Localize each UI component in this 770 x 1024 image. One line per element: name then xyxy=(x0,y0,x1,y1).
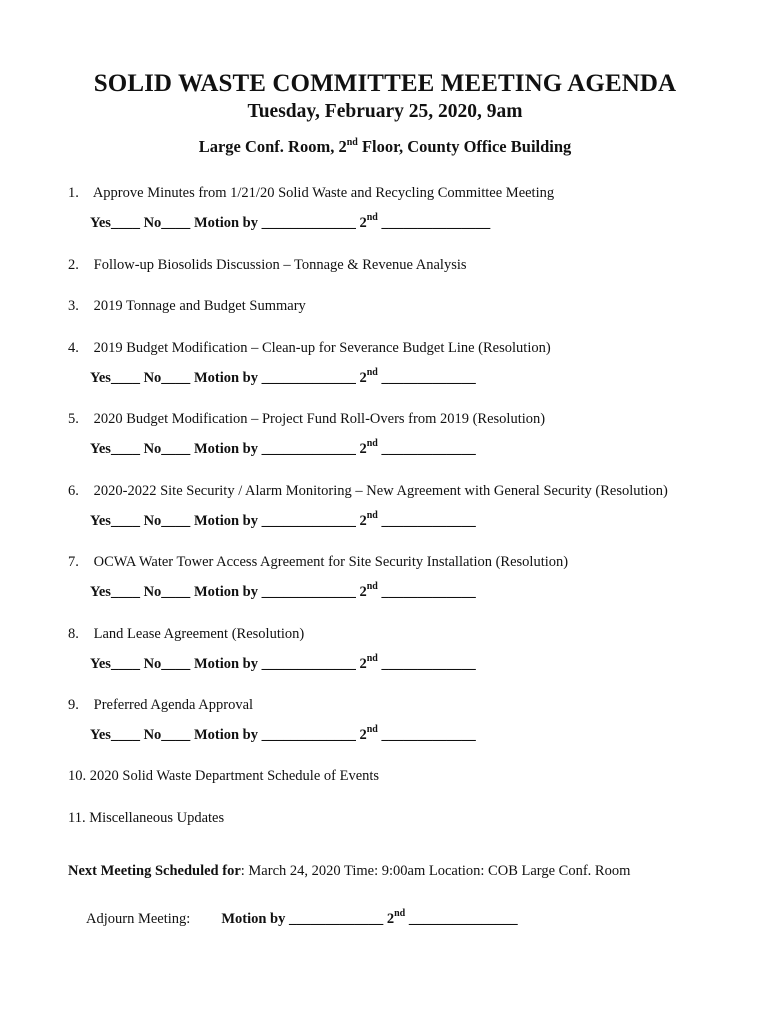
agenda-item-2: 2. Follow-up Biosolids Discussion – Tonnage & Revenue Analysis xyxy=(68,257,467,273)
agenda-item-10: 10. 2020 Solid Waste Department Schedule of Events xyxy=(68,768,380,784)
meeting-location: Large Conf. Room, 2nd Floor, County Office Building xyxy=(198,136,572,156)
vote-line-4: Yes____ No____ Motion by _____________ 2nd _____________ xyxy=(90,367,476,386)
vote-line-7: Yes____ No____ Motion by _____________ 2nd _____________ xyxy=(90,581,476,600)
page-title: SOLID WASTE COMMITTEE MEETING AGENDA xyxy=(93,70,677,97)
vote-line-5: Yes____ No____ Motion by _____________ 2nd _____________ xyxy=(90,438,476,457)
agenda-item-9: 9. Preferred Agenda Approval xyxy=(68,697,254,713)
adjourn-line: Adjourn Meeting: Motion by _____________ 2nd _______________ xyxy=(86,908,518,927)
next-meeting-line: Next Meeting Scheduled for: March 24, 2020 Time: 9:00am Location: COB Large Conf. Room xyxy=(68,863,631,879)
vote-line-8: Yes____ No____ Motion by _____________ 2nd _____________ xyxy=(90,653,476,672)
agenda-item-6: 6. 2020-2022 Site Security / Alarm Monitoring – New Agreement with General Security (Resolution) xyxy=(68,483,668,499)
agenda-item-8: 8. Land Lease Agreement (Resolution) xyxy=(68,626,305,642)
agenda-item-3: 3. 2019 Tonnage and Budget Summary xyxy=(68,298,306,314)
agenda-item-4: 4. 2019 Budget Modification – Clean-up for Severance Budget Line (Resolution) xyxy=(68,340,551,356)
vote-line-1: Yes____ No____ Motion by _____________ 2nd _______________ xyxy=(90,212,491,231)
vote-line-6: Yes____ No____ Motion by _____________ 2nd _____________ xyxy=(90,510,476,529)
agenda-item-7: 7. OCWA Water Tower Access Agreement for Site Security Installation (Resolution) xyxy=(68,554,569,570)
agenda-item-1: 1. Approve Minutes from 1/21/20 Solid Waste and Recycling Committee Meeting xyxy=(68,185,555,201)
meeting-date: Tuesday, February 25, 2020, 9am xyxy=(247,101,523,122)
vote-line-9: Yes____ No____ Motion by _____________ 2nd _____________ xyxy=(90,724,476,743)
agenda-item-11: 11. Miscellaneous Updates xyxy=(68,810,225,826)
agenda-item-5: 5. 2020 Budget Modification – Project Fund Roll-Overs from 2019 (Resolution) xyxy=(68,411,546,427)
